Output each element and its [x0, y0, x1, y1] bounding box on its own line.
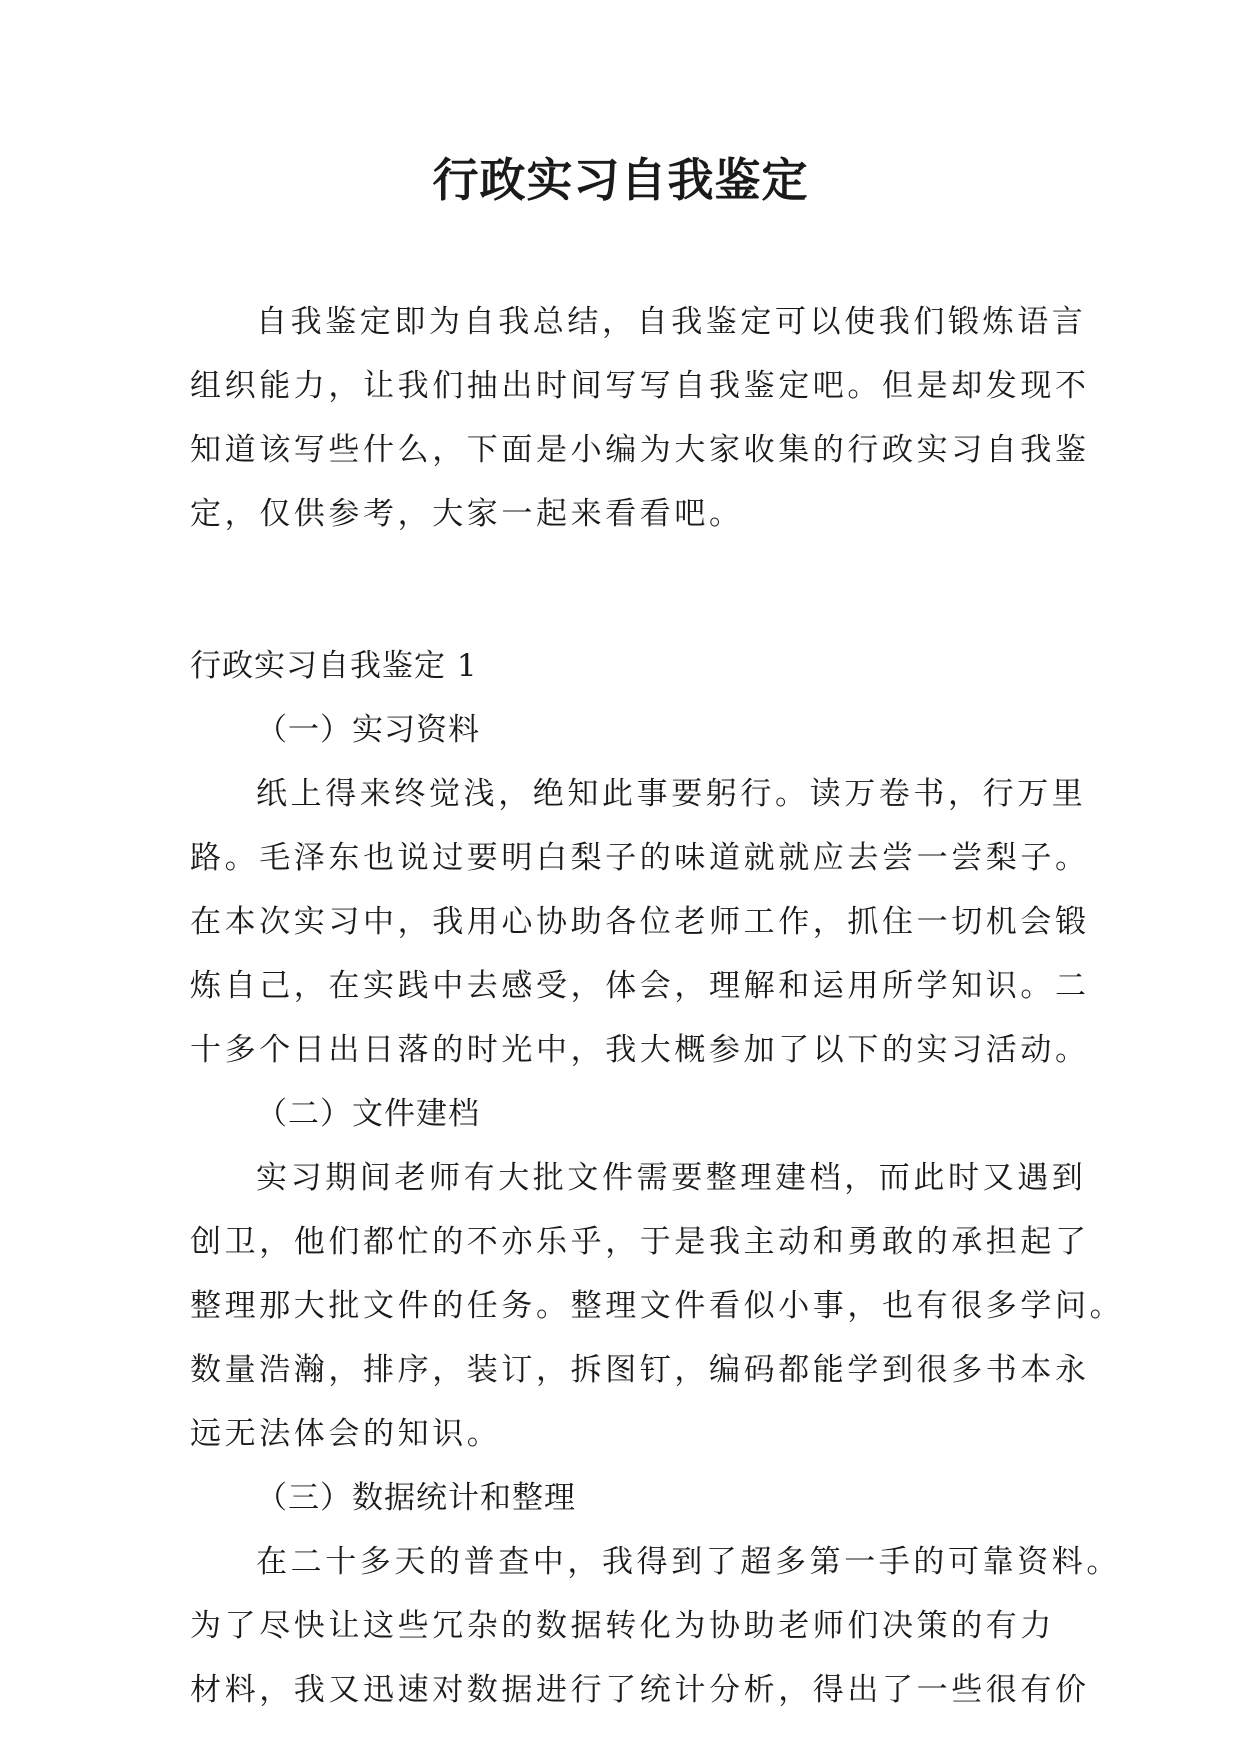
paragraph-line: 组织能力，让我们抽出时间写写自我鉴定吧。但是却发现不	[190, 368, 1090, 404]
paragraph-line: 为了尽快让这些冗杂的数据转化为协助老师们决策的有力	[190, 1608, 1055, 1644]
subsection-heading: （一）实习资料	[256, 712, 480, 748]
paragraph-line: 远无法体会的知识。	[190, 1416, 502, 1452]
paragraph-line: 自我鉴定即为自我总结，自我鉴定可以使我们锻炼语言	[256, 304, 1087, 340]
paragraph-line: 在本次实习中，我用心协助各位老师工作，抓住一切机会锻	[190, 904, 1090, 940]
section-practice-content	[190, 698, 1090, 1082]
paragraph-line: 整理那大批文件的任务。整理文件看似小事，也有很多学问。	[190, 1288, 1125, 1324]
paragraph-line: 创卫，他们都忙的不亦乐乎，于是我主动和勇敢的承担起了	[190, 1224, 1090, 1260]
paragraph-line: 纸上得来终觉浅，绝知此事要躬行。读万卷书，行万里	[256, 776, 1087, 812]
paragraph-line: 在二十多天的普查中，我得到了超多第一手的可靠资料。	[256, 1544, 1121, 1580]
paragraph-line: 材料，我又迅速对数据进行了统计分析，得出了一些很有价	[190, 1672, 1090, 1708]
section-data-statistics	[190, 1466, 1121, 1722]
paragraph-line: 十多个日出日落的时光中，我大概参加了以下的实习活动。	[190, 1032, 1090, 1068]
intro-paragraph	[190, 290, 1090, 546]
paragraph-line: 数量浩瀚，排序，装订，拆图钉，编码都能学到很多书本永	[190, 1352, 1090, 1388]
section-title: 行政实习自我鉴定 1	[190, 648, 478, 684]
document-title: 行政实习自我鉴定	[432, 153, 809, 207]
paragraph-line: 定，仅供参考，大家一起来看看吧。	[190, 496, 744, 532]
paragraph-line: 知道该写些什么，下面是小编为大家收集的行政实习自我鉴	[190, 432, 1090, 468]
subsection-heading: （三）数据统计和整理	[256, 1480, 576, 1516]
paragraph-spacer	[190, 546, 1060, 634]
paragraph-line: 炼自己，在实践中去感受，体会，理解和运用所学知识。二	[190, 968, 1090, 1004]
document-body	[190, 290, 1125, 1722]
paragraph-line: 实习期间老师有大批文件需要整理建档，而此时又遇到	[256, 1160, 1087, 1196]
section-file-archiving	[190, 1082, 1125, 1466]
paragraph-line: 路。毛泽东也说过要明白梨子的味道就就应去尝一尝梨子。	[190, 840, 1090, 876]
subsection-heading: （二）文件建档	[256, 1096, 480, 1132]
